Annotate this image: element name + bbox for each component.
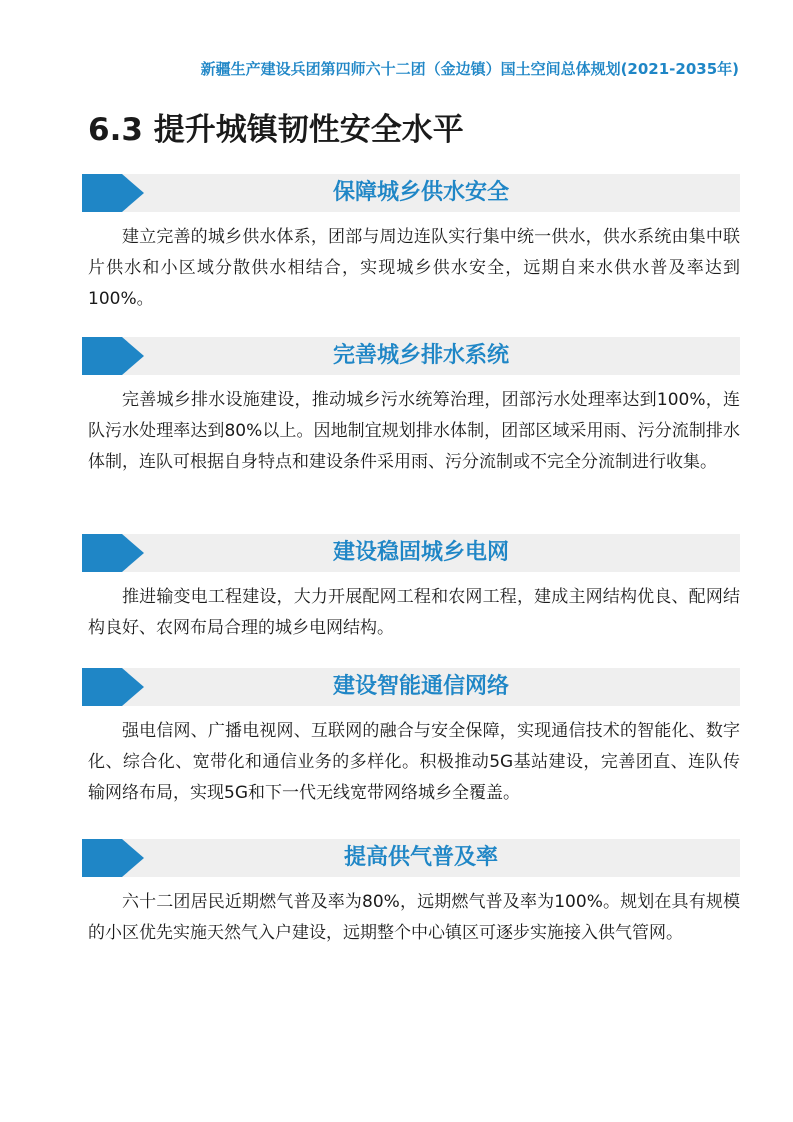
section-header-bar (82, 668, 740, 706)
section-drainage (82, 337, 740, 478)
section-header-bar (82, 534, 740, 572)
section-power-grid (82, 534, 740, 644)
section-title: 保障城乡供水安全 (332, 180, 509, 205)
section-telecom (82, 668, 740, 809)
section-water-supply (82, 174, 740, 315)
section-body: 建立完善的城乡供水体系，团部与周边连队实行集中统一供水，供水系统由集中联片供水和小区域分散供水相结合，实现城乡供水安全，远期自来水供水普及率达到100%。 (88, 227, 740, 309)
section-header-bar (82, 174, 740, 212)
section-body: 强电信网、广播电视网、互联网的融合与安全保障，实现通信技术的智能化、数字化、综合化、宽带化和通信业务的多样化。积极推动5G基站建设，完善团直、连队传输网络布局，实现5G和下一代无线宽带网络城乡全覆盖。 (88, 721, 740, 803)
section-title: 建设智能通信网络 (332, 674, 509, 699)
section-title: 建设稳固城乡电网 (332, 540, 509, 565)
section-body: 完善城乡排水设施建设，推动城乡污水统筹治理，团部污水处理率达到100%，连队污水处理率达到80%以上。因地制宜规划排水体制，团部区域采用雨、污分流制排水体制，连队可根据自身特点和建设条件采用雨、污分流制或不完全分流制进行收集。 (88, 390, 740, 472)
section-gas-supply (82, 839, 740, 949)
section-body: 推进输变电工程建设，大力开展配网工程和农网工程，建成主网结构优良、配网结构良好、农网布局合理的城乡电网结构。 (88, 587, 740, 638)
page-title: 6.3 提升城镇韧性安全水平 (88, 112, 464, 148)
section-body: 六十二团居民近期燃气普及率为80%，远期燃气普及率为100%。规划在具有规模的小区优先实施天然气入户建设，远期整个中心镇区可逐步实施接入供气管网。 (88, 892, 740, 943)
section-header-bar (82, 839, 740, 877)
document-header: 新疆生产建设兵团第四师六十二团（金边镇）国土空间总体规划(2021-2035年) (200, 60, 739, 78)
section-header-bar (82, 337, 740, 375)
section-title: 提高供气普及率 (343, 845, 498, 870)
section-title: 完善城乡排水系统 (332, 343, 509, 368)
